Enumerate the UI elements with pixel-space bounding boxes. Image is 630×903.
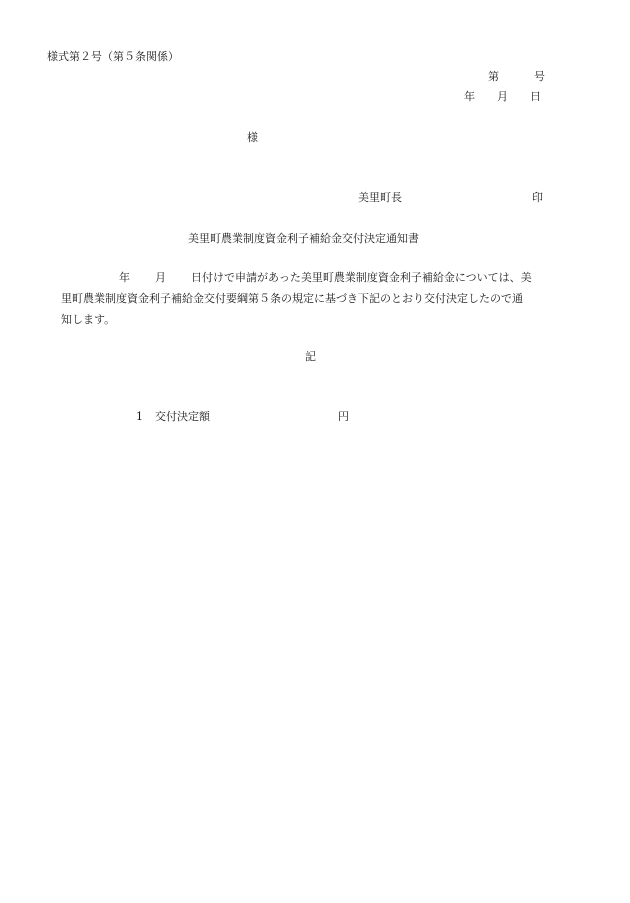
date-line	[464, 90, 541, 104]
item-1	[136, 410, 349, 424]
recipient-line	[247, 131, 258, 145]
body-paragraph	[47, 267, 561, 330]
item-number: 1	[136, 410, 143, 423]
document-title: 美里町農業制度資金利子補給金交付決定通知書	[188, 232, 419, 245]
seal-mark: 印	[532, 191, 543, 204]
body-line-2: 里町農業制度資金利子補給金交付要綱第５条の規定に基づき下記のとおり交付決定したので通	[61, 292, 523, 305]
ki-heading: 記	[305, 350, 316, 363]
number-prefix: 第	[488, 70, 499, 83]
item-label: 交付決定額	[155, 410, 210, 423]
issuer-line	[358, 191, 543, 205]
body-line-1-rest: 日付けで申請があった美里町農業制度資金利子補給金については、美	[191, 271, 532, 284]
item-unit: 円	[338, 410, 349, 423]
document-number-line	[488, 70, 545, 84]
issuer-name: 美里町長	[358, 191, 402, 204]
recipient-suffix: 様	[247, 131, 258, 144]
body-month: 月	[155, 271, 166, 284]
form-label: 様式第２号（第５条関係）	[47, 50, 179, 63]
number-suffix: 号	[534, 70, 545, 83]
date-year: 年	[464, 90, 475, 103]
body-line-3: 知します。	[61, 313, 116, 326]
date-month: 月	[497, 90, 508, 103]
body-line-1	[47, 267, 561, 288]
body-year: 年	[119, 271, 130, 284]
date-day: 日	[530, 90, 541, 103]
